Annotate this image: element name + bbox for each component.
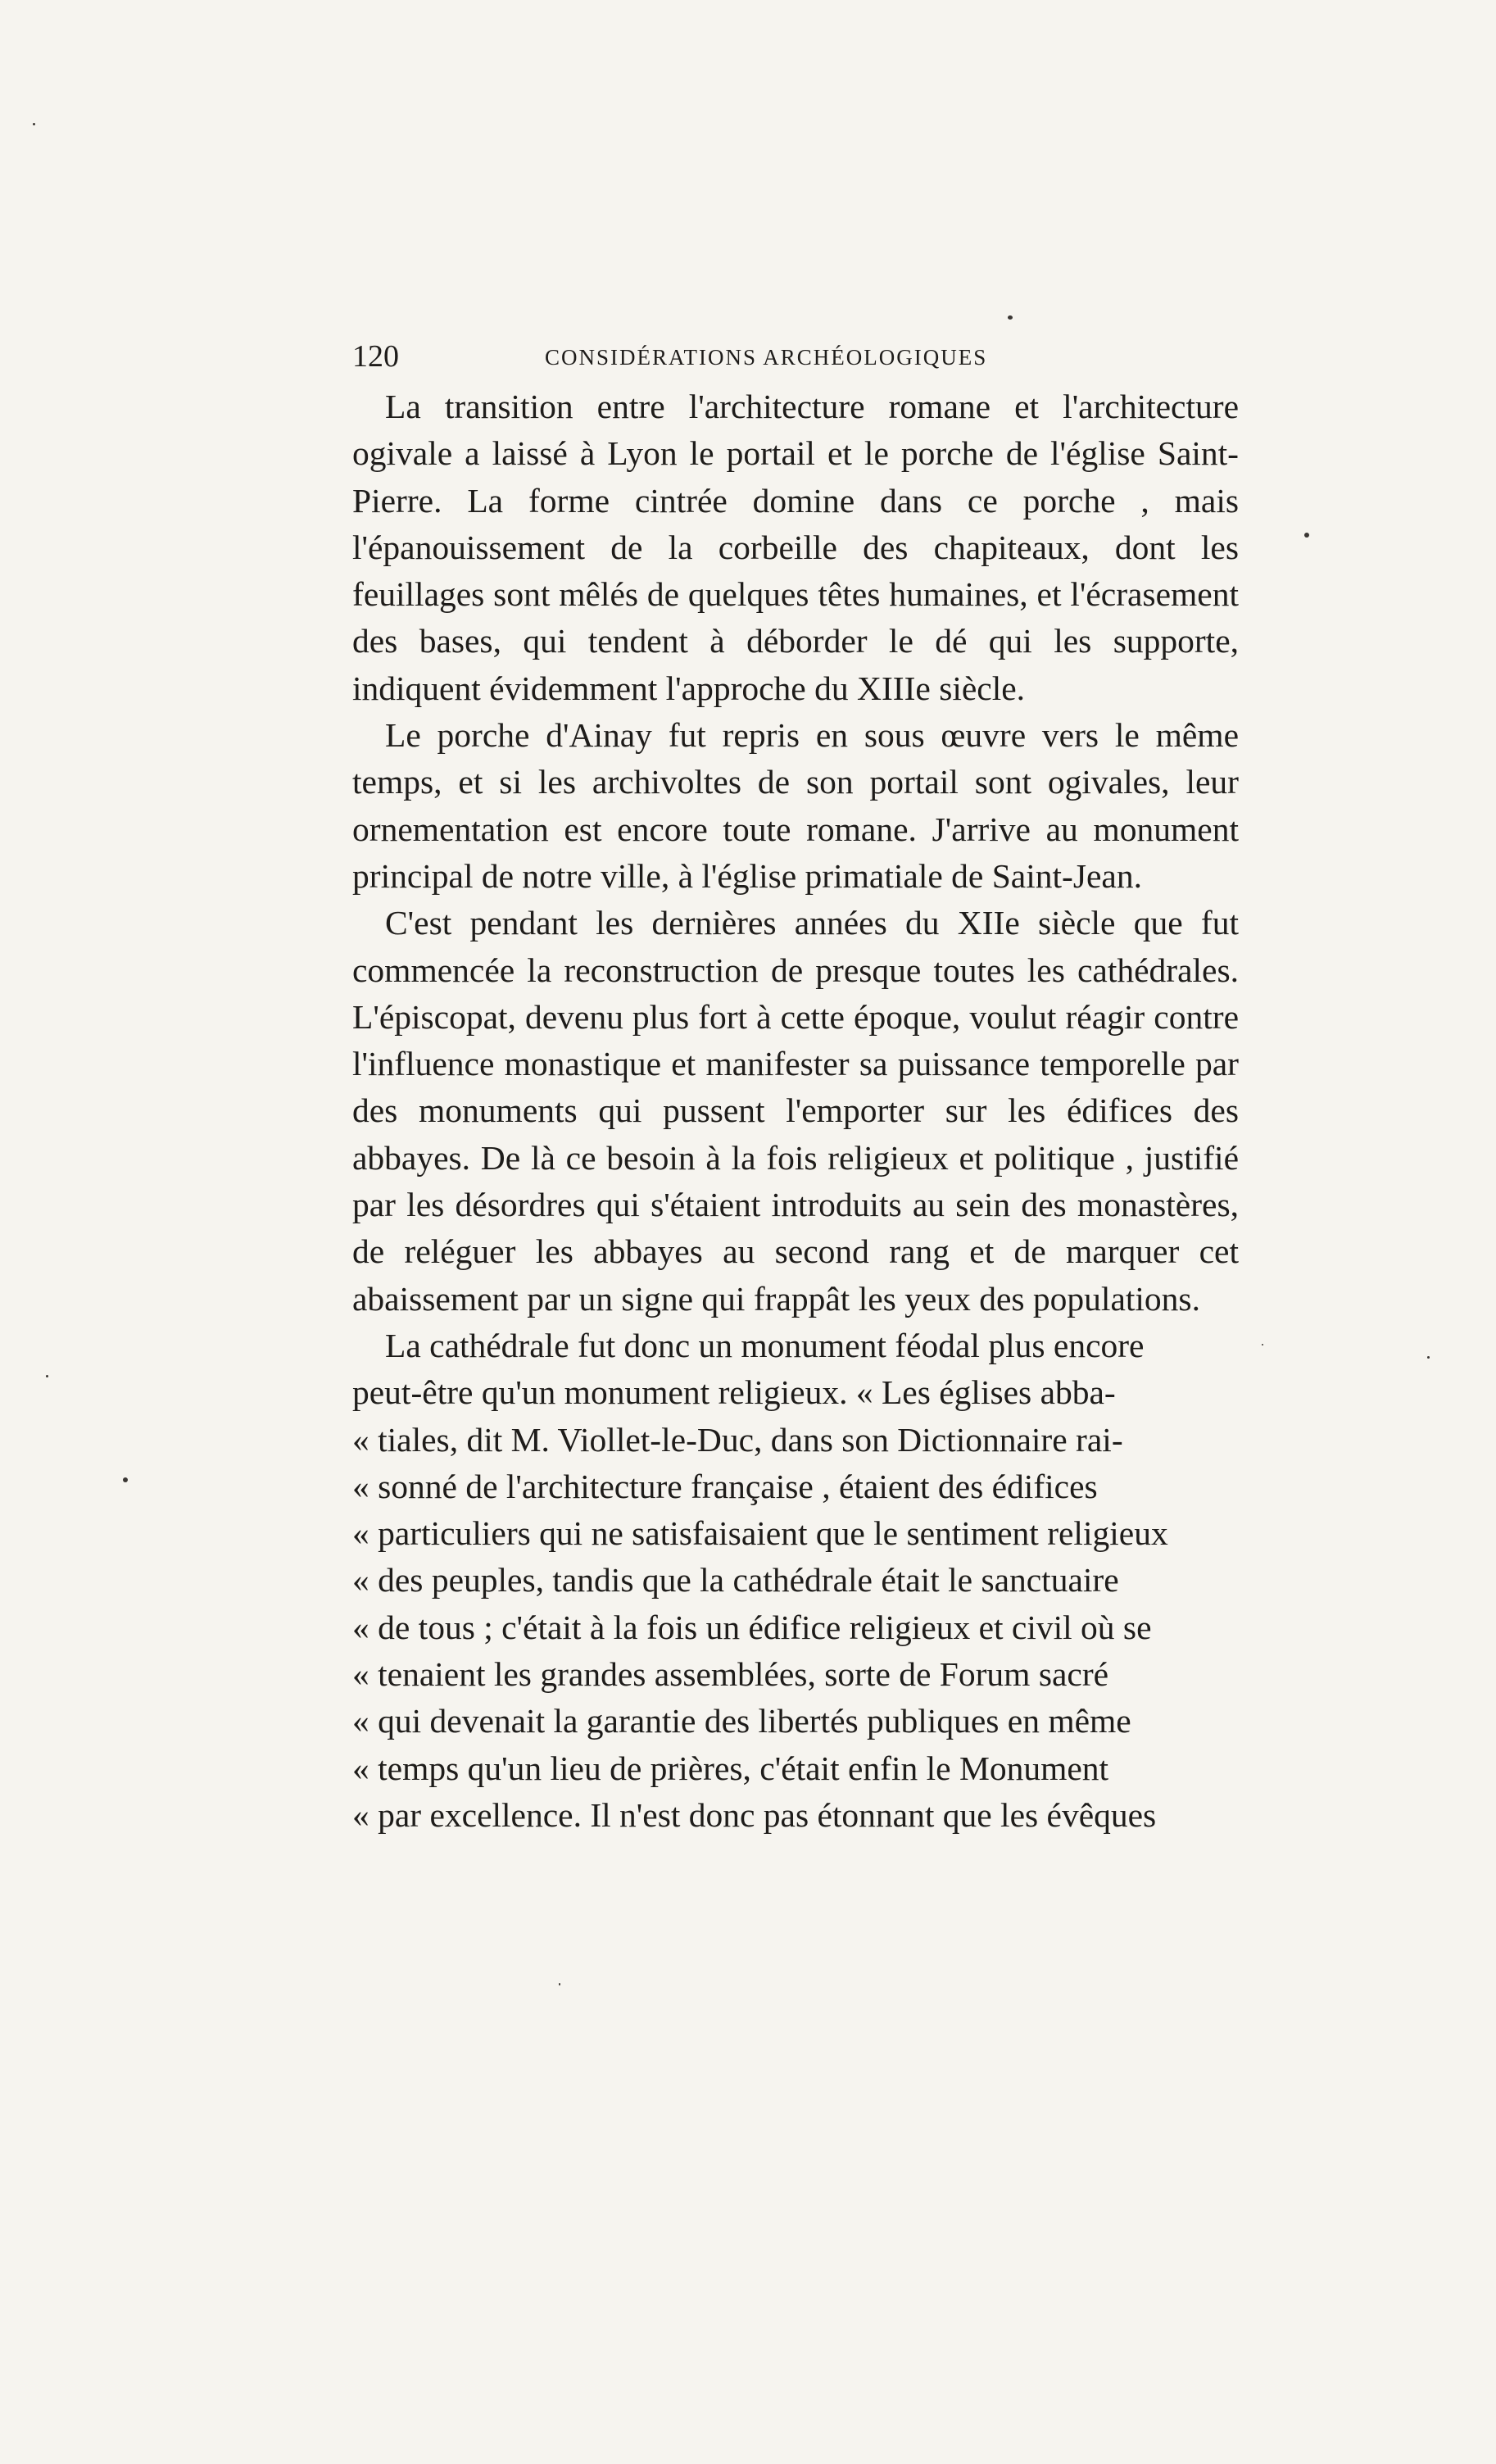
quote-line: « de tous ; c'était à la fois un édifice religieux et civil où se <box>352 1608 1152 1646</box>
quote-line: La cathédrale fut donc un monument féodal plus encore <box>385 1326 1145 1364</box>
scan-speck <box>559 1983 560 1985</box>
scan-speck <box>46 1375 48 1377</box>
quote-line: « temps qu'un lieu de prières, c'était enfin le Monument <box>352 1749 1109 1787</box>
paragraph-4-quotation <box>352 1323 1239 1839</box>
body-text <box>352 383 1239 1839</box>
quote-line: « sonné de l'architecture française , étaient des édifices <box>352 1467 1098 1505</box>
quote-line: « tenaient les grandes assemblées, sorte de Forum sacré <box>352 1655 1109 1694</box>
quote-line: « des peuples, tandis que la cathédrale était le sanctuaire <box>352 1561 1119 1600</box>
running-head: CONSIDÉRATIONS ARCHÉOLOGIQUES <box>545 345 988 370</box>
scan-speck <box>1304 533 1309 538</box>
page-number: 120 <box>352 339 399 374</box>
quote-line: « qui devenait la garantie des libertés publiques en même <box>352 1702 1131 1740</box>
scan-speck <box>1008 315 1013 320</box>
paragraph-3: C'est pendant les dernières années du XIIe siècle que fut commencée la reconstruction de presque toutes les cathédrales. L'épiscopat, devenu plus fort à cette époque, voulut réagir contre l'influence monastique et manifester sa puissance temporelle par des monuments qui pussent l'emporter sur les édifices des abbayes. De là ce besoin à la fois religieux et politique , justifié par les désordres qui s'étaient introduits au sein des monastères, de reléguer les abbayes au second rang et de marquer cet abaissement par un signe qui frappât les yeux des populations. <box>352 904 1239 1318</box>
scan-speck <box>123 1477 128 1482</box>
paragraph-2: Le porche d'Ainay fut repris en sous œuvre vers le même temps, et si les archivoltes de son portail sont ogivales, leur ornementation est encore toute romane. J'arrive au monument principal de notre ville, à l'église primatiale de Saint-Jean. <box>352 716 1239 895</box>
quote-line: « par excellence. Il n'est donc pas étonnant que les évêques <box>352 1795 1157 1834</box>
quote-line: peut-être qu'un monument religieux. « Les églises abba- <box>352 1373 1116 1412</box>
paragraph-1: La transition entre l'architecture romane et l'architecture ogivale a laissé à Lyon le portail et le porche de l'église Saint-Pierre. La forme cintrée domine dans ce porche , mais l'épanouissement de la corbeille des chapiteaux, dont les feuillages sont mêlés de quelques têtes humaines, et l'écrasement des bases, qui tendent à déborder le dé qui les supporte, indiquent évidemment l'approche du XIIIe siècle. <box>352 388 1239 707</box>
quote-line: « tiales, dit M. Viollet-le-Duc, dans son Dictionnaire rai- <box>352 1420 1123 1459</box>
page-header <box>352 336 1237 385</box>
scan-speck <box>33 123 35 125</box>
scan-speck <box>1262 1344 1263 1345</box>
quote-line: « particuliers qui ne satisfaisaient que le sentiment religieux <box>352 1514 1168 1553</box>
scan-speck <box>1427 1356 1430 1359</box>
